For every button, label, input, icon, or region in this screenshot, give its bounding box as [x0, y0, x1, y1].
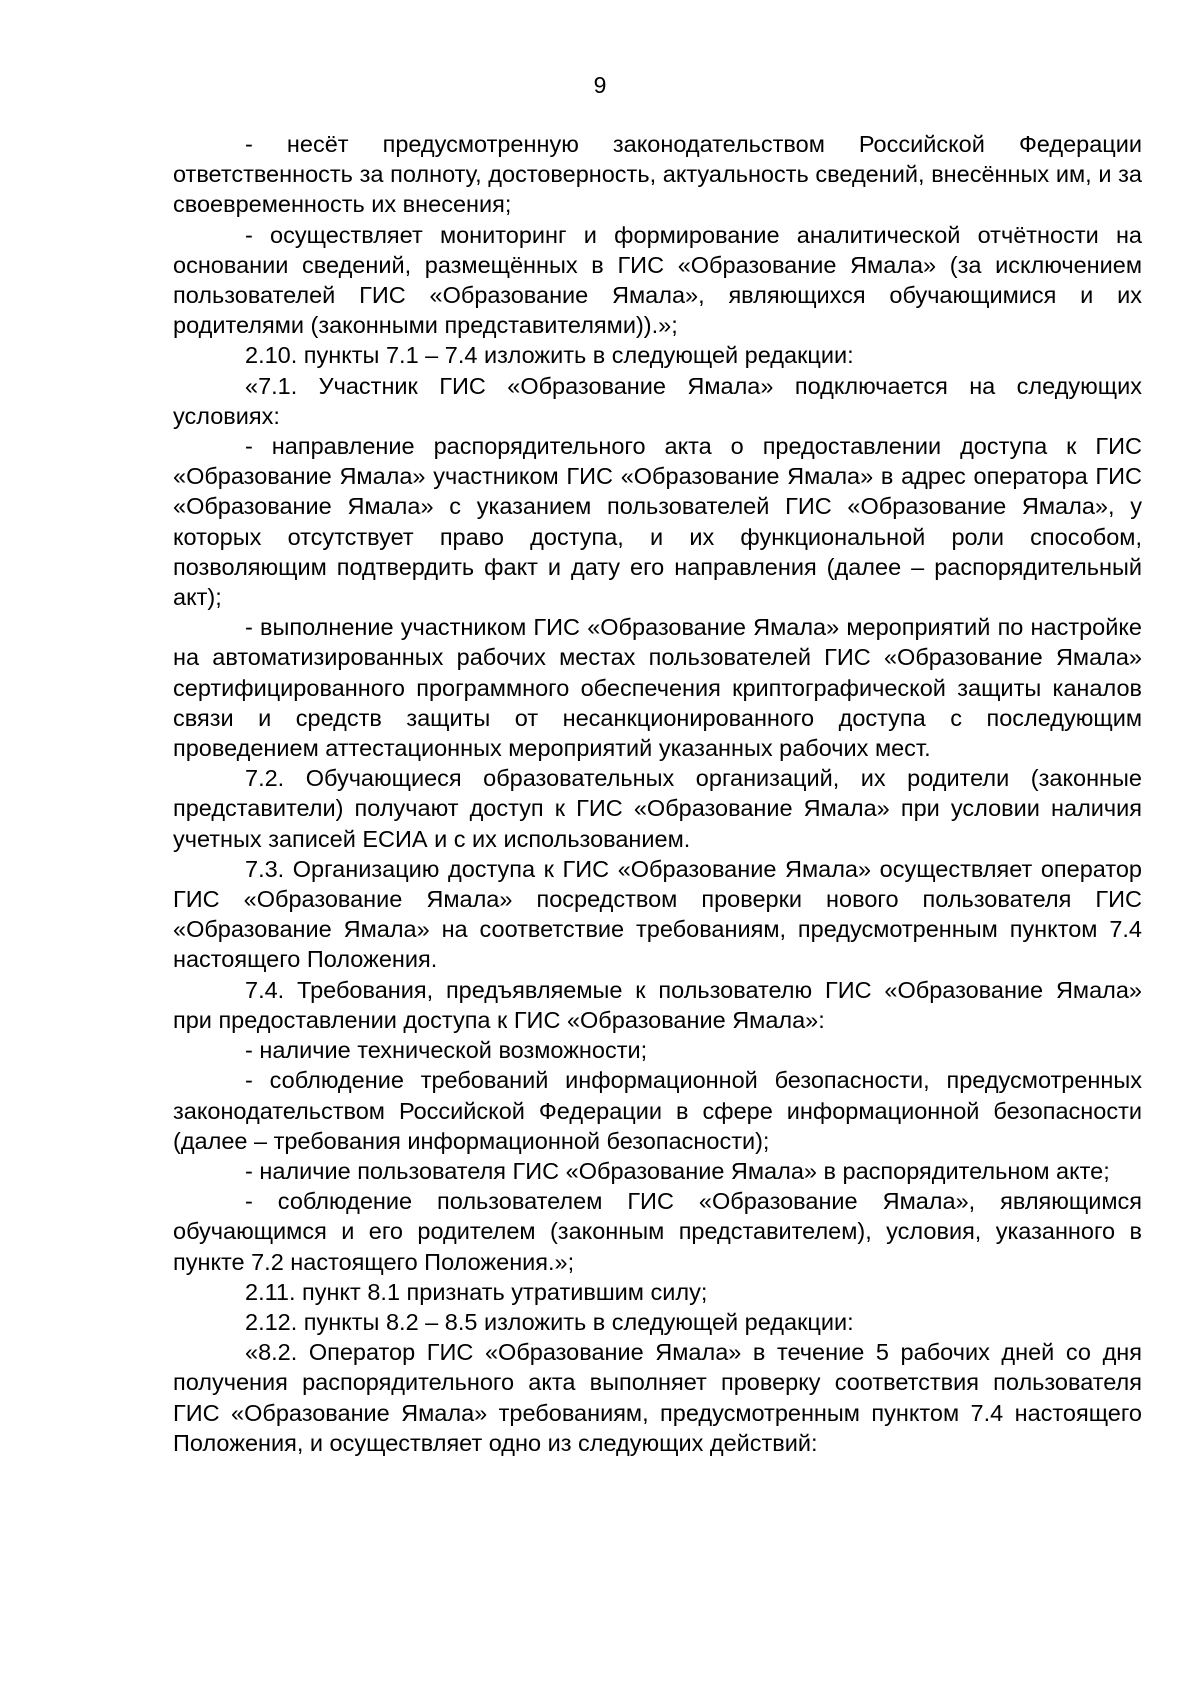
paragraph-7-4-students: - соблюдение пользователем ГИС «Образование Ямала», являющимся обучающимся и его родителем (законным представителем), условия, указанного в пункте 7.2 настоящего Положения.»;: [173, 1188, 1142, 1275]
document-body: [173, 129, 1142, 1458]
paragraph-7-1-measures: - выполнение участником ГИС «Образование Ямала» мероприятий по настройке на автоматизированных рабочих местах пользователей ГИС «Образование Ямала» сертифицированного программного обеспечения криптографической защиты каналов связи и средств защиты от несанкционированного доступа с последующим проведением аттестационных мероприятий указанных рабочих мест.: [173, 614, 1142, 762]
paragraph-7-3: 7.3. Организацию доступа к ГИС «Образование Ямала» осуществляет оператор ГИС «Образование Ямала» посредством проверки нового пользователя ГИС «Образование Ямала» на соответствие требованиям, предусмотренным пунктом 7.4 настоящего Положения.: [173, 855, 1142, 973]
paragraph-7-1-act: - направление распорядительного акта о предоставлении доступа к ГИС «Образование Ямала» участником ГИС «Образование Ямала» в адрес оператора ГИС «Образование Ямала» с указанием пользователей ГИС «Образование Ямала», у которых отсутствует право доступа, и их функциональной роли способом, позволяющим подтвердить факт и дату его направления (далее – распорядительный акт);: [173, 433, 1142, 611]
paragraph-7-4-user-in-act: - наличие пользователя ГИС «Образование Ямала» в распорядительном акте;: [245, 1157, 1110, 1184]
paragraph-monitoring: - осуществляет мониторинг и формирование аналитической отчётности на основании сведений, размещённых в ГИС «Образование Ямала» (за исключением пользователей ГИС «Образование Ямала», являющихся обучающимися и их родителями (законными представителями)).»;: [173, 221, 1142, 339]
paragraph-7-2: 7.2. Обучающиеся образовательных организаций, их родители (законные представители) получают доступ к ГИС «Образование Ямала» при условии наличия учетных записей ЕСИА и с их использованием.: [173, 765, 1142, 852]
paragraph-7-4: 7.4. Требования, предъявляемые к пользователю ГИС «Образование Ямала» при предоставлении доступа к ГИС «Образование Ямала»:: [173, 976, 1142, 1033]
paragraph-2-11: 2.11. пункт 8.1 признать утратившим силу;: [245, 1278, 708, 1305]
paragraph-7-1: «7.1. Участник ГИС «Образование Ямала» подключается на следующих условиях:: [173, 372, 1142, 429]
page-number: 9: [593, 72, 607, 98]
paragraph-7-4-technical: - наличие технической возможности;: [245, 1037, 648, 1064]
paragraph-2-10: 2.10. пункты 7.1 – 7.4 изложить в следующей редакции:: [245, 342, 854, 369]
paragraph-responsibility: - несёт предусмотренную законодательством Российской Федерации ответственность за полноту, достоверность, актуальность сведений, внесённых им, и за своевременность их внесения;: [173, 131, 1142, 218]
paragraph-2-12: 2.12. пункты 8.2 – 8.5 изложить в следующей редакции:: [245, 1308, 854, 1335]
paragraph-8-2: «8.2. Оператор ГИС «Образование Ямала» в течение 5 рабочих дней со дня получения распорядительного акта выполняет проверку соответствия пользователя ГИС «Образование Ямала» требованиям, предусмотренным пунктом 7.4 настоящего Положения, и осуществляет одно из следующих действий:: [173, 1339, 1142, 1456]
paragraph-7-4-security: - соблюдение требований информационной безопасности, предусмотренных законодательством Российской Федерации в сфере информационной безопасности (далее – требования информационной безопасности);: [173, 1067, 1142, 1154]
